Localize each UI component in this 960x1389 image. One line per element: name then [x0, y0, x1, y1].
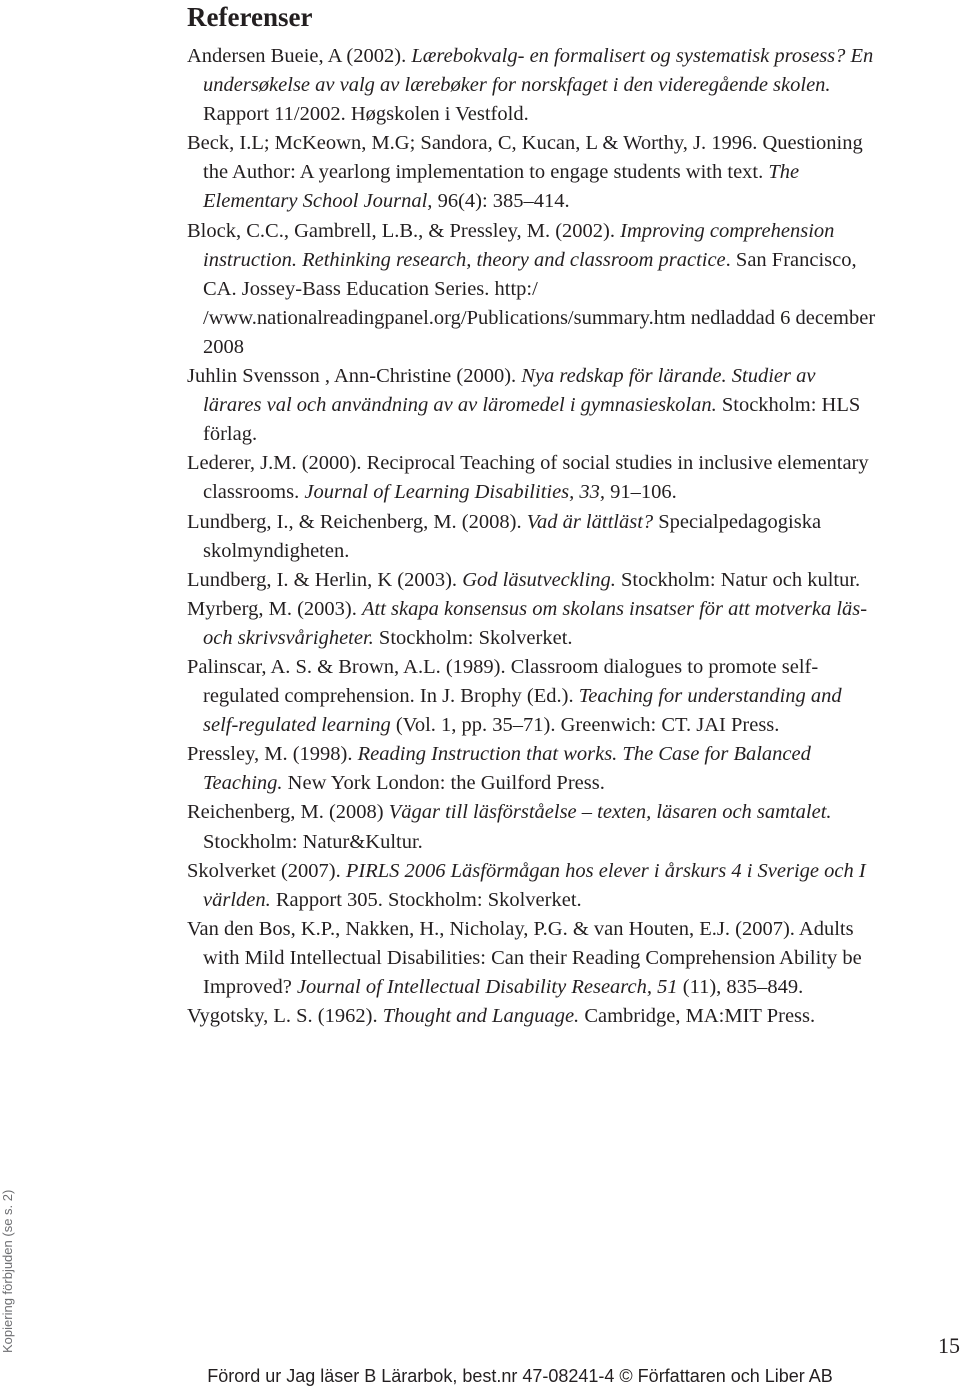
reference-title: Reading Instruction that works. The Case for Balanced Teaching. — [203, 743, 811, 795]
reference-text: Andersen Bueie, A (2002). — [187, 45, 412, 67]
page-number: 15 — [938, 1333, 960, 1358]
reference-text: Myrberg, M. (2003). — [187, 597, 362, 620]
reference-text: Stockholm: Natur och kultur. — [615, 568, 861, 591]
reference-title: God läsutveckling. — [462, 568, 616, 591]
reference-entry — [187, 653, 877, 740]
reference-text: Van den Bos, K.P., Nakken, H., Nicholay, P.G. & van Houten, E.J. (2007). Adults with Mild Intellectual Disabilities: Can their Reading Comprehension Ability be Improved? — [187, 917, 862, 998]
reference-entry — [187, 449, 877, 507]
reference-entry — [187, 42, 877, 129]
reference-title: Att skapa konsensus om skolans insatser för att motverka läs- och skrivsvårigheter. — [203, 597, 868, 649]
reference-text: Lundberg, I., & Reichenberg, M. (2008). — [187, 510, 527, 533]
reference-title: PIRLS 2006 Läsförmågan hos elever i årskurs 4 i Sverige och I världen. — [203, 859, 866, 911]
reference-title: Nya redskap för lärande. Studier av lärares val och användning av av läromedel i gymnasieskolan. — [203, 365, 816, 417]
reference-title: Lærebokvalg- en formalisert og systematisk prosess? En undersøkelse av valg av lærebøker for norskfaget i den videregående skolen. — [203, 45, 874, 97]
copyright-side-note: Kopiering förbjuden (se s. 2) — [0, 1189, 15, 1353]
reference-text: Lederer, J.M. (2000). Reciprocal Teaching of social studies in inclusive elementary classrooms. — [187, 452, 869, 504]
reference-text: Stockholm: HLS förlag. — [203, 394, 861, 446]
page-title: Referenser — [187, 2, 313, 32]
reference-title: Teaching for understanding and self-regulated learning — [203, 685, 842, 737]
reference-text: (11), 835–849. — [677, 976, 804, 998]
reference-entry — [187, 857, 877, 915]
reference-text: Stockholm: Skolverket. — [373, 626, 573, 649]
reference-text: Stockholm: Natur&Kultur. — [203, 830, 423, 853]
reference-text: Skolverket (2007). — [187, 859, 346, 882]
reference-entry — [187, 595, 877, 653]
reference-text: Reichenberg, M. (2008) — [187, 801, 389, 824]
reference-title: Journal of Intellectual Disability Research, 51 — [296, 976, 678, 998]
reference-text: Specialpedagogiska skolmyndigheten. — [203, 510, 822, 562]
reference-text: 96(4): 385–414. — [432, 190, 570, 213]
reference-title: Vad är lättläst? — [526, 510, 654, 533]
reference-text: Block, C.C., Gambrell, L.B., & Pressley, M. (2002). — [187, 219, 621, 242]
reference-entry — [187, 508, 877, 566]
reference-text: Rapport 305. Stockholm: Skolverket. — [270, 888, 582, 911]
reference-title: The Elementary School Journal, — [203, 161, 800, 213]
reference-text: Juhlin Svensson , Ann-Christine (2000). — [187, 365, 522, 388]
reference-text: . San Francisco, CA. Jossey-Bass Education Series. http:/ /www.nationalreadingpanel.org/Publications/summary.htm nedladdad 6 december 2008 — [203, 248, 876, 358]
reference-text: Palinscar, A. S. & Brown, A.L. (1989). Classroom dialogues to promote self-regulated comprehension. In J. Brophy (Ed.). — [187, 655, 819, 708]
reference-entry — [187, 566, 877, 595]
reference-text: 91–106. — [605, 481, 677, 504]
reference-entry — [187, 798, 877, 856]
reference-title: Thought and Language. — [382, 1005, 580, 1028]
reference-text: New York London: the Guilford Press. — [282, 772, 605, 795]
reference-text: Lundberg, I. & Herlin, K (2003). — [187, 568, 463, 591]
page-footer: Förord ur Jag läser B Lärarbok, best.nr 47-08241-4 © Författaren och Liber AB — [207, 1366, 833, 1386]
reference-title: Journal of Learning Disabilities, 33, — [304, 481, 606, 504]
reference-text: Cambridge, MA:MIT Press. — [579, 1005, 816, 1028]
reference-text: Rapport 11/2002. Høgskolen i Vestfold. — [203, 103, 529, 126]
reference-title: Vägar till läsförståelse – texten, läsaren och samtalet. — [388, 801, 832, 824]
reference-entry — [187, 362, 877, 449]
reference-entry — [187, 915, 877, 1002]
reference-text: Pressley, M. (1998). — [187, 743, 358, 766]
reference-entry — [187, 1002, 877, 1031]
reference-entry — [187, 129, 877, 216]
reference-entry — [187, 740, 877, 798]
reference-text: Vygotsky, L. S. (1962). — [187, 1005, 383, 1028]
reference-text: (Vol. 1, pp. 35–71). Greenwich: CT. JAI Press. — [390, 714, 780, 737]
reference-list — [187, 42, 877, 1031]
reference-title: Improving comprehension instruction. Rethinking research, theory and classroom practice — [203, 219, 835, 271]
reference-entry — [187, 217, 877, 362]
reference-text: Beck, I.L; McKeown, M.G; Sandora, C, Kucan, L & Worthy, J. 1996. Questioning the Author: A yearlong implementation to engage students with text. — [187, 132, 863, 184]
